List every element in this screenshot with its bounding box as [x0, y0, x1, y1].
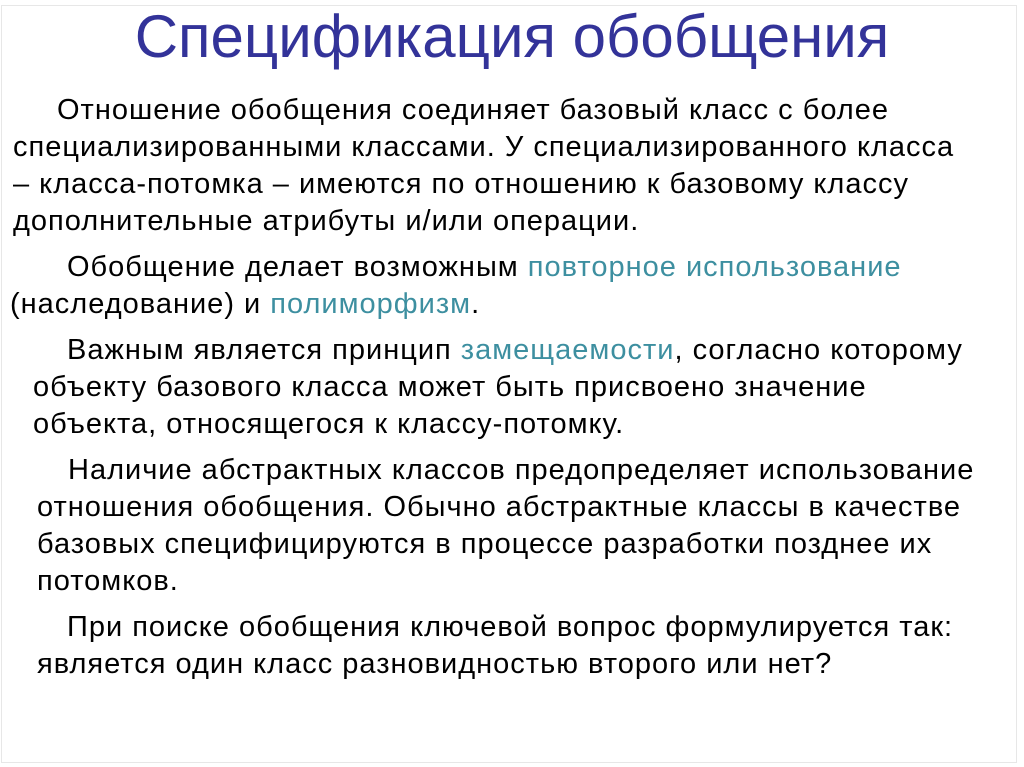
text-line: [13, 166, 1024, 203]
text-segment: (наследование) и: [10, 288, 271, 320]
text-line: [67, 249, 1024, 286]
text-segment: отношения обобщения. Обычно абстрактные классы в качестве: [37, 491, 962, 523]
text-segment: объекту базового класса может быть присвоено значение: [33, 371, 867, 403]
text-segment: объекта, относящегося к классу-потомку.: [33, 408, 625, 440]
text-segment: является один класс разновидностью второго или нет?: [37, 648, 833, 680]
paragraph: [37, 609, 1024, 683]
text-segment: При поиске обобщения ключевой вопрос формулируется так:: [67, 611, 954, 643]
text-segment: дополнительные атрибуты и/или операции.: [13, 205, 640, 237]
text-segment: Важным является принцип: [67, 334, 461, 366]
text-line: [33, 406, 1024, 443]
text-segment: , согласно которому: [674, 334, 963, 366]
text-segment: Обобщение делает возможным: [67, 251, 528, 283]
text-line: [13, 203, 1024, 240]
text-segment: .: [471, 288, 481, 320]
highlighted-phrase: полиморфизм: [270, 288, 472, 320]
slide-title: Спецификация обобщения: [134, 3, 890, 70]
text-line: [67, 332, 1024, 369]
slide-body-text: [0, 92, 1024, 683]
text-segment: – класса-потомка – имеются по отношению к базовому классу: [13, 168, 909, 200]
text-line: [10, 286, 1024, 323]
text-line: [13, 129, 1024, 166]
highlighted-phrase: повторное использование: [527, 251, 902, 283]
text-line: [33, 369, 1024, 406]
paragraph: [10, 249, 1024, 323]
text-line: [68, 452, 1024, 489]
paragraph: [33, 332, 1024, 443]
text-line: [37, 646, 1024, 683]
text-segment: потомков.: [37, 565, 179, 597]
text-segment: специализированными классами. У специализированного класса: [13, 131, 955, 163]
text-line: [37, 563, 1024, 600]
text-segment: базовых специфицируются в процессе разработки позднее их: [37, 528, 933, 560]
highlighted-phrase: замещаемости: [460, 334, 675, 366]
paragraph: [37, 452, 1024, 600]
text-segment: Наличие абстрактных классов предопределяет использование: [68, 454, 975, 486]
text-line: [37, 526, 1024, 563]
text-line: [57, 92, 1024, 129]
text-line: [67, 609, 1024, 646]
text-segment: Отношение обобщения соединяет базовый класс с более: [57, 94, 889, 126]
text-line: [37, 489, 1024, 526]
paragraph: [13, 92, 1024, 240]
